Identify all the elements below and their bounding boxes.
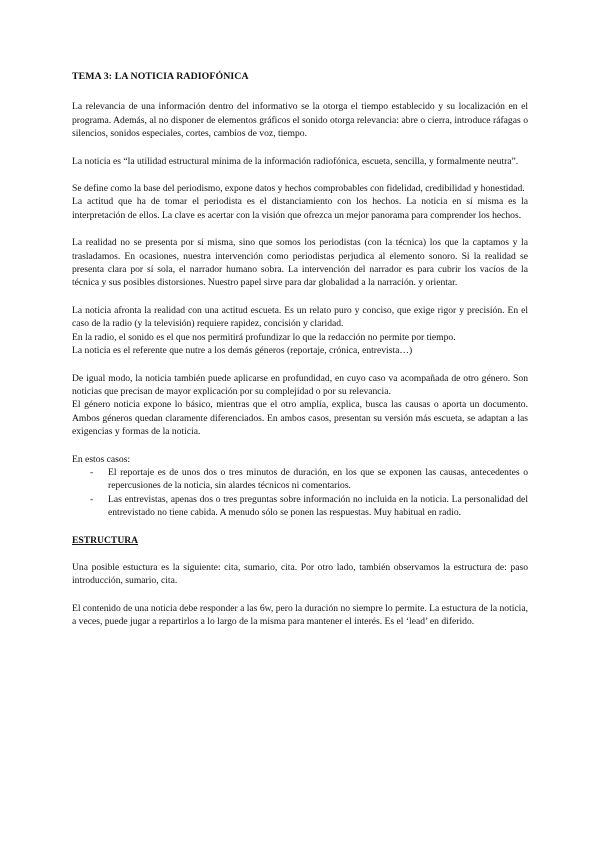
list-item-text: Las entrevistas, apenas dos o tres preguntas sobre información no incluida en la noticia. La personalidad del entrevistado no tiene cabida. A menudo sólo se ponen las respuestas. Muy habitual en radio. — [108, 493, 528, 519]
paragraph-actitud-escueta: La noticia afronta la realidad con una actitud escueta. Es un relato puro y conciso, que exige rigor y precisión. En el caso de la radio (y la televisión) requiere rapidez, concisión y claridad. — [72, 304, 528, 330]
document-title: TEMA 3: LA NOTICIA RADIOFÓNICA — [72, 71, 249, 82]
dash-bullet: - — [90, 493, 94, 505]
paragraph-profundidad: De igual modo, la noticia también puede aplicarse en profundidad, en cuyo caso va acompañada de otro género. Son noticias que precisan de mayor explicación por su complejidad o por su relevancia. — [72, 372, 528, 397]
paragraph-realidad: La realidad no se presenta por sí misma, sino que somos los periodistas (con la técnica) los que la captamos y la trasladamos. En ocasiones, nuestra intervención como periodistas perjudica al elemento sonoro. Si la realidad se presenta clara por sí sola, el narrador humano sobra. La intervención del narrador es para cubrir los vacíos de la técnica y sus posibles distorsiones. Nuestro papel sirve para dar globalidad a la narración. y orientar. — [72, 237, 528, 289]
document-body — [72, 70, 528, 629]
paragraph-relevancia: La relevancia de una información dentro del informativo se la otorga el tiempo establecido y su localización en el programa. Además, al no disponer de elementos gráficos el sonido otorga relevancia: abre o cierra, introduce ráfagas o silencios, sonidos especiales, cortes, cambios de voz, tiempo. — [72, 101, 528, 140]
list-item — [72, 466, 528, 493]
list-item — [72, 493, 528, 520]
paragraph-referente-generos: La noticia es el referente que nutre a los demás géneros (reportaje, crónica, entrevista…) — [72, 345, 413, 357]
paragraph-contenido-6w: El contenido de una noticia debe responder a las 6w, pero la duración no siempre lo permite. La estuctura de la noticia, a veces, puede jugar a repartirlos a lo largo de la misma para mantener el interés. Es el ‘lead’ en diferido. — [72, 602, 528, 628]
paragraph-genero-noticia: El género noticia expone lo básico, mientras que el otro amplía, explica, busca las causas o aporta un documento. Ambos géneros quedan claramente diferenciados. En ambos casos, presentan su versión más escueta, se adaptan a las exigencias y formas de la noticia. — [72, 399, 528, 438]
dash-bullet: - — [90, 466, 94, 478]
paragraph-definicion-noticia: La noticia es “la utilidad estructural mínima de la información radiofónica, escueta, sencilla, y formalmente neutra”. — [72, 155, 519, 167]
list-item-text: El reportaje es de unos dos o tres minutos de duración, en los que se exponen las causas, antecedentes o repercusiones de la noticia, sin alardes técnicos ni comentarios. — [108, 466, 528, 492]
paragraph-en-estos-casos: En estos casos: — [72, 453, 131, 465]
paragraph-base-periodismo: Se define como la base del periodismo, expone datos y hechos comprobables con fidelidad, credibilidad y honestidad. — [72, 183, 525, 195]
cases-list — [72, 466, 528, 520]
section-heading-estructura: ESTRUCTURA — [72, 534, 139, 546]
paragraph-estructura: Una posible estuctura es la siguiente: cita, sumario, cita. Por otro lado, también observamos la estructura de: paso introducción, sumario, cita. — [72, 561, 528, 587]
paragraph-actitud-periodista: La actitud que ha de tomar el periodista es el distanciamiento con los hechos. La noticia en sí misma es la interpretación de ellos. La clave es acertar con la visión que ofrezca un mejor panorama para comprender los hechos. — [72, 196, 528, 221]
paragraph-sonido-radio: En la radio, el sonido es el que nos permitirá profundizar lo que la redacción no permite por tiempo. — [72, 331, 456, 343]
